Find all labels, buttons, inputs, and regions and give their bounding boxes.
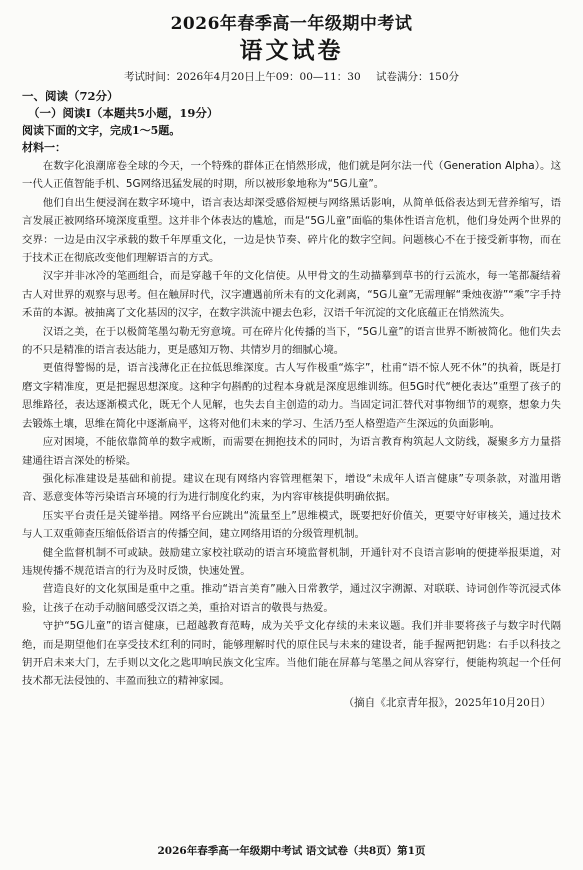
full-score: 试卷满分：150分: [376, 71, 460, 83]
exam-title: 2026年春季高一年级期中考试: [170, 14, 413, 34]
sub-section-heading: （一）阅读Ⅰ（本题共5小题，19分）: [28, 106, 219, 120]
paragraph: 强化标准建设是基础和前提。建议在现有网络内容管理框架下，增设“未成年人语言健康”专项条款，对滥用谐音、恶意变体等污染语言环境的行为进行制度化约束，为内容审核提供明确依据。: [22, 472, 561, 504]
paragraph: 他们自出生便浸润在数字环境中，语言表达却深受感俗短梗与网络黑话影响，从简单低俗表达到无营养缩写，语言发展正被网络环境深度重塑。这并非个体表达的尴尬，而是“5G儿童”面临的集体性语言危机，他们身处两个世界的交界：一边是由汉字承载的数千年厚重文化，一边是快节奏、碎片化的数字空间。问题核心不在于接受新事物，而在于技术正在彻底改变他们理解语言的方式。: [22, 196, 561, 265]
paragraph: 压实平台责任是关键举措。网络平台应跳出“流量至上”思维模式，既要把好价值关，更要守好审核关，通过技术与人工双重筛查压缩低俗语言的传播空间，建立网络用语的分级管理机制。: [22, 509, 561, 541]
paragraph: 健全监督机制不可或缺。鼓励建立家校社联动的语言环境监督机制，开通针对不良语言影响的便捷举报渠道，对违规传播不规范语言的行为及时反馈，快速处置。: [22, 546, 561, 577]
paragraph: 应对困境，不能依靠简单的数字戒断，而需要在拥抱技术的同时，为语言教育构筑起人文防线，凝聚多方力量搭建通往语言深处的桥梁。: [22, 436, 561, 467]
reading-instruction: 阅读下面的文字，完成1～5题。: [22, 124, 181, 137]
paragraph: 守护“5G儿童”的语言健康，已超越教育范畴，成为关乎文化存续的未来议题。我们并非要将孩子与数字时代隔绝，而是期望他们在享受技术红利的同时，能够理解时代的原住民与未来的建设者，能手握两把钥匙：右手以科技之钥开启未来大门，左手则以文化之匙叩响民族文化宝库。当他们能在屏幕与笔墨之间从容穿行，便能构筑起一个任何技术都无法侵蚀的、丰盈而独立的精神家园。: [22, 620, 561, 688]
exam-info: [22, 68, 561, 86]
source-citation: （摘自《北京青年报》，2025年10月20日）: [343, 696, 551, 709]
subject-title: 语文试卷: [239, 37, 344, 64]
section-heading: 一、阅读（72分）: [22, 89, 119, 103]
paragraph: 营造良好的文化氛围是重中之重。推动“语言美育”融入日常教学，通过汉字溯源、对联联、诗词创作等沉浸式体验，让孩子在动手动脑间感受汉语之美，重拾对语言的敬畏与热爱。: [22, 583, 561, 614]
paragraph: 在数字化浪潮席卷全球的今天，一个特殊的群体正在悄然形成，他们就是阿尔法一代（Generation Alpha）。这一代人正值智能手机、5G网络迅猛发展的时期，所以被形象地称为“5G儿童”。: [22, 160, 561, 191]
paragraph: 汉字并非冰冷的笔画组合，而是穿越千年的文化信使。从甲骨文的生动描摹到草书的行云流水，每一笔都凝结着古人对世界的观察与思考。但在触屏时代，汉字遭遇前所未有的文化剥离，“5G儿童”无需理解“秉烛夜游”“乘”字手持禾苗的本源。被抽离了文化基因的汉字，在数字洪流中褪去色彩，汉语千年沉淀的文化底蕴正在悄然流失。: [22, 270, 561, 320]
passage: [22, 157, 561, 691]
exam-time: 考试时间：2026年4月20日上午09：00—11：30: [123, 71, 361, 83]
paragraph: 更值得警惕的是，语言浅薄化正在拉低思维深度。古人写作极重“炼字”，杜甫“语不惊人死不休”的执着，既是打磨文字精准度，更是把握思想深度。这种字句斟酌的过程本身就是深度思维训练。但5G时代“梗化表达”重塑了孩子的思维路径，表达逐渐模式化，既无个人见解，也失去自主创造的动力。当固定词汇替代对事物细节的观察，想象力失去锻炼土壤，思维在简化中逐渐扁平，这将对他们未来的学习、生活乃至人格塑造产生深远的负面影响。: [22, 362, 561, 430]
material-label: 材料一：: [22, 141, 66, 154]
paragraph: 汉语之美，在于以极简笔墨勾勒无穷意境。可在碎片化传播的当下，“5G儿童”的语言世界不断被简化。他们失去的不只是精准的语言表达能力，更是感知万物、共情岁月的细腻心境。: [22, 325, 561, 357]
page-footer: 2026年春季高一年级期中考试 语文试卷（共8页）第1页: [157, 845, 426, 857]
